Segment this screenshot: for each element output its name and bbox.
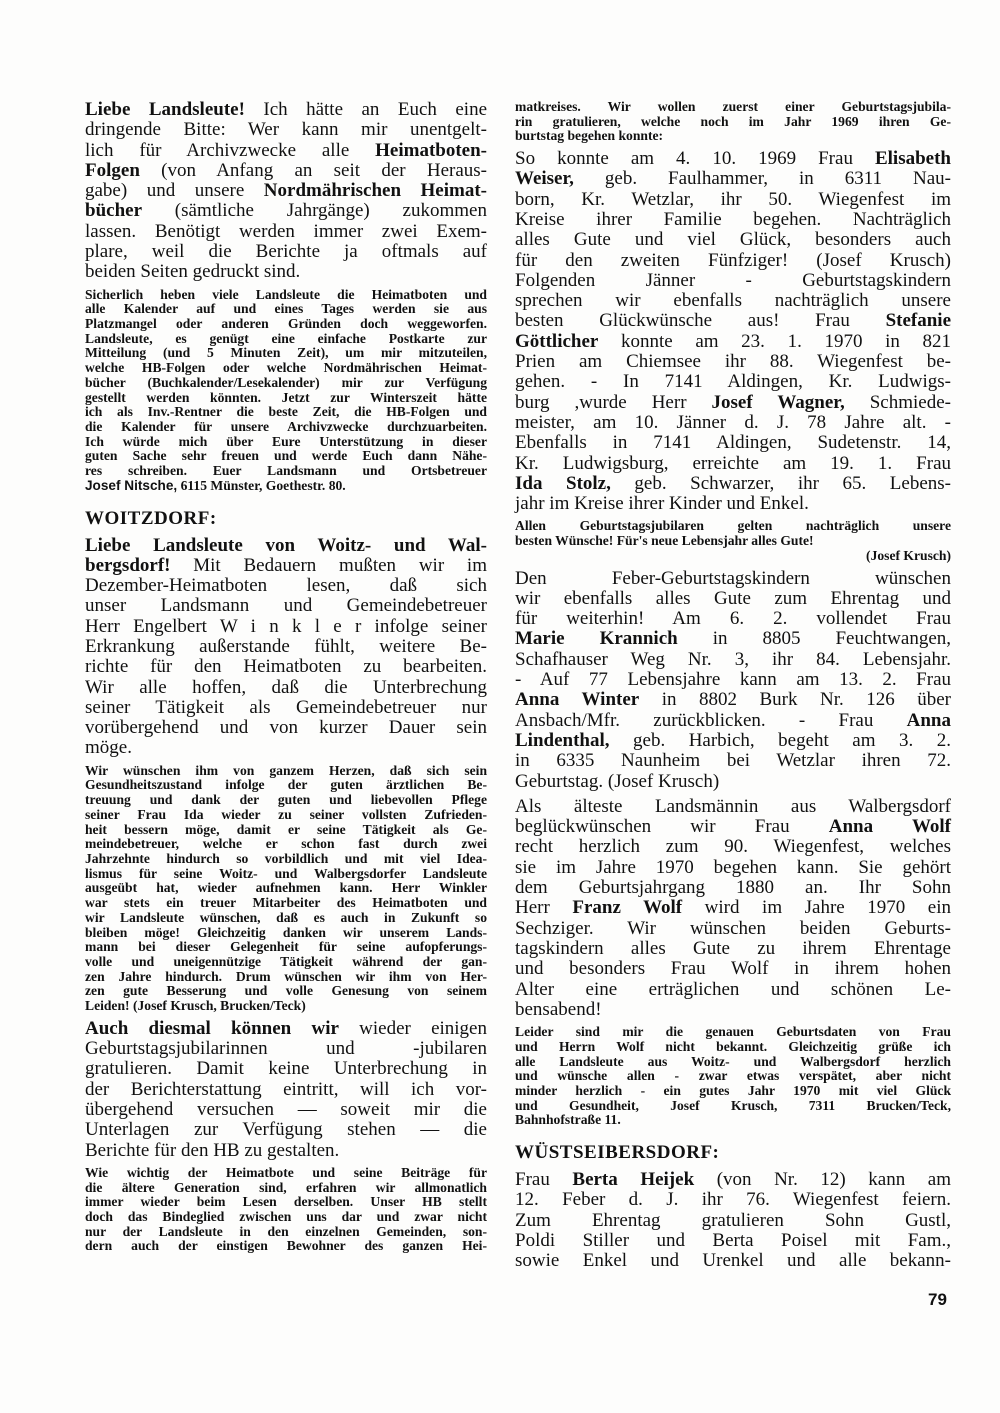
bold-text: bücher [85,200,142,222]
bold-text: Stefanie [885,310,951,332]
text-line: born, Kr. Wetzlar, ihr 50. Wiegenfest im [515,188,951,210]
text-line: Poldi Stiller und Berta Poisel mit Fam., [515,1229,951,1251]
text-line: burg ,wurde Herr Josef Wagner, Schmiede- [515,391,951,413]
text-line: rin gratulieren, welche noch im Jahr 1969 ihren Ge- [515,113,951,129]
paragraph [515,1170,951,1271]
text-line: Jahrzehnte hindurch so vorbildlich und mit viel Idea- [85,851,487,866]
text-line: Als älteste Landsmännin aus Walbergsdorf [515,795,951,817]
text-line: res schreiben. Euer Landsmann und Ortsbetreuer [85,463,487,479]
bold-text: Folgen [85,159,140,181]
text-line: bensabend! [515,998,602,1020]
text-line: ich als Inv.-Rentner die beste Zeit, die HB-Folgen und [85,404,487,420]
bold-text: Marie Krannich [515,628,678,650]
paragraph [515,149,951,514]
text-line: sie im Jahre 1970 begehen kann. Sie gehört [515,856,951,878]
text-line: Folgen (von Anfang an seit der Heraus- [85,159,487,181]
bold-text: Anna [906,709,951,731]
small-paragraph [515,1025,951,1128]
text-line: Platzmangel oder anderen Gründen doch weggeworfen. [85,316,487,332]
text-line: sprechen wir ebenfalls nachträglich unsere [515,290,951,312]
text-line: Prien am Chiemsee ihr 88. Wiegenfest be- [515,351,951,373]
signature-line: (Josef Krusch) [866,547,951,563]
text-line: treuung und dank der guten und liebevollen Pflege [85,792,487,808]
text-line: gestellt werden könnten. Jetzt zur Winterszeit hätte [85,389,487,405]
text-line: bücher (Buchkalender/Lesekalender) mir zur Verfügung [85,374,487,390]
text-line: volle und uneigennützige Tätigkeit während der gan- [85,953,487,969]
text-line: gratulieren. Damit keine Unterbrechung in [85,1058,487,1080]
text-line: Liebe Landsleute! Ich hätte an Euch eine [85,99,488,120]
text-line: Josef Nitsche, 6115 Münster, Goethestr. 80. [85,477,346,493]
text-line: wir Landsleute wünschen, daß es auch in Zukunft so [85,909,487,925]
text-line: Schafhauser Weg Nr. 3, ihr 84. Lebensjahr. [515,648,951,670]
text-line: Kreise ihrer Familie begehen. Nachträglich [515,209,951,230]
text-line: Landsleute, es genügt eine einfache Postkarte zur [85,330,487,346]
text-line: Leiden! (Josef Krusch, Brucken/Teck) [85,998,306,1014]
text-line: bleiben möge! Gleichzeitig danken wir unserem Lands- [85,924,487,940]
bold-text: bergsdorf! [85,554,171,576]
text-line: dern auch der einstigen Bewohner des ganzen Hei- [85,1238,487,1254]
text-line: Allen Geburtstagsjubilaren gelten nachträglich unsere [515,518,951,534]
text-line: Unterlagen zur Verfügung stehen — die [85,1119,487,1141]
small-paragraph [85,1166,487,1254]
small-paragraph [515,519,951,563]
text-line: besten Glückwünsche aus! Frau Stefanie [515,310,951,332]
text-line: möge. [85,737,132,759]
bold-text: Anna Winter [515,689,640,711]
text-line: Ebenfalls in 7141 Aldingen, Sudetenstr. 14, [515,432,951,454]
text-line: Sechziger. Wir wünschen beiden Geburts- [515,917,951,939]
text-line: So konnte am 4. 10. 1969 Frau Elisabeth [515,148,951,170]
text-line: Mitteilung (und 5 Minuten Zeit), um mir mitzuteilen, [85,345,487,361]
text-line: Den Feber-Geburtstagskindern wünschen [515,567,951,589]
text-line: besten Wünsche! Für's neue Lebensjahr alles Gute! [515,533,814,549]
section-heading: WOITZDORF: [85,507,217,529]
bold-text: Heimatboten- [375,139,487,161]
text-line: ausgeübt hat, wieder aufnehmen kann. Herr Winkler [85,880,487,896]
text-line: Auch diesmal können wir wieder einigen [85,1017,487,1039]
section-heading: WÜSTSEIBERSDORF: [515,1142,720,1164]
bold-text: Berta Heijek [572,1169,695,1191]
text-line: und Gesundheit, Josef Krusch, 7311 Brucken/Teck, [515,1097,951,1113]
bold-text: Anna Wolf [828,816,951,838]
bold-text: Josef Nitsche, [85,477,178,493]
text-line: Ich würde mich über Eure Unterstützung in dieser [85,433,487,449]
text-line: Frau Berta Heijek (von Nr. 12) kann am [515,1169,951,1191]
right-column [515,100,951,1272]
text-line: Alter eine erträglichen und schönen Le- [515,978,951,1000]
page-number: 79 [928,1290,947,1309]
text-line: Anna Winter in 8802 Burk Nr. 126 über [515,689,951,711]
text-line: und wünsche allen - zwar etwas verspätet, aber nicht [515,1068,951,1084]
text-line: Weiser, geb. Faulhammer, in 6311 Nau- [515,168,951,190]
text-line: matkreises. Wir wollen zuerst einer Geburtstagsjubila- [515,99,951,114]
text-line: mann bei dieser Gelegenheit für seine aufopferungs- [85,939,487,955]
text-line: nur der Landsleute in den einzelnen Gemeinden, son- [85,1223,487,1239]
text-line: Wie wichtig der Heimatbote und seine Beiträge für [85,1164,487,1180]
bold-text: Lindenthal, [515,729,610,751]
text-line: Sicherlich heben viele Landsleute die Heimatboten und [85,286,487,302]
text-line: tagskindern alles Gute zu ihrem Ehrentage [515,937,951,959]
text-line: Bahnhofstraße 11. [515,1112,621,1128]
bold-text: Liebe Landsleute! [85,99,245,120]
text-line: Marie Krannich in 8805 Feuchtwangen, [515,628,952,650]
text-line: beglückwünschen wir Frau Anna Wolf [515,816,951,838]
text-line: gabe) und unsere Nordmährischen Heimat- [85,180,487,202]
text-line: lich für Archivzwecke alle Heimatboten- [85,139,487,161]
text-line: übergehend versuchen — soweit mir die [85,1098,487,1120]
text-line: Dezember-Heimatboten lesen, daß sich [85,575,487,597]
text-line: war stets ein treuer Mitarbeiter des Heimatboten und [85,895,487,911]
text-line: - Auf 77 Lebensjahre kann am 13. 2. Frau [515,669,951,691]
paragraph [515,569,951,792]
text-line: jahr im Kreise ihrer Kinder und Enkel. [515,493,809,515]
text-line: die ältere Generation sind, erfahren wir allmonatlich [85,1179,487,1195]
text-line: lismus für seine Woitz- und Walbergsdorfer Landsleute [85,865,487,881]
text-line: und besonders Frau Wolf in ihrem hohen [515,958,951,980]
text-line: in 6335 Naunheim bei Wetzlar ihren 72. [515,750,951,772]
left-column [85,100,487,1254]
text-line: Ida Stolz, geb. Schwarzer, ihr 65. Lebens- [515,472,951,494]
bold-text: Nordmährischen Heimat- [263,180,487,202]
text-line: immer wieder beim Lesen derselben. Unser HB stellt [85,1194,487,1210]
text-line: Herr Engelbert W i n k l e r infolge seiner [85,615,487,637]
text-line: vorübergehend und von kurzer Dauer sein [85,717,487,739]
paragraph [85,1019,487,1161]
small-paragraph [85,288,487,494]
paragraph [515,797,951,1020]
text-line: welche HB-Folgen oder welche Nordmährischen Heimat- [85,360,487,376]
paragraph [85,100,487,283]
text-line: gehen. - In 7141 Aldingen, Kr. Ludwigs- [515,371,951,393]
small-paragraph [515,100,951,144]
text-line: Ansbach/Mfr. zurückblicken. - Frau Anna [515,709,951,731]
text-line: Erkrankung außerstande fühlt, weitere Be- [85,636,487,657]
bold-text: Göttlicher [515,330,599,352]
text-line: seiner Tätigkeit als Gemeindebetreuer nur [85,696,487,718]
text-line: plare, weil die Berichte ja oftmals auf [85,241,487,263]
text-line: recht herzlich zum 90. Wiegenfest, welches [515,836,951,858]
bold-text: Elisabeth [874,148,951,170]
bold-text: Weiser, [515,168,574,190]
bold-text: Franz Wolf [572,897,683,919]
text-line: 12. Feber d. J. ihr 76. Wiegenfest feiern. [515,1189,951,1211]
bold-text: Liebe Landsleute von Woitz- und Wal- [85,534,487,556]
text-line: bücher (sämtliche Jahrgänge) zukommen [85,200,487,222]
text-line: meister, am 10. Jänner d. J. 78 Jahre alt. - [515,411,951,433]
text-line: die Kalender für unsere Archivzwecke durchzuarbeiten. [85,419,487,434]
text-line: Lindenthal, geb. Harbich, begeht am 3. 2. [515,729,951,751]
text-line: Folgenden Jänner - Geburtstagskindern [515,269,951,291]
bold-text: Ida Stolz, [515,472,611,494]
text-line: unser Landsmann und Gemeindebetreuer [85,595,487,617]
text-line: sowie Enkel und Urenkel und alle bekann- [515,1250,951,1272]
text-line: heit bessern möge, damit er seine Tätigkeit als Ge- [85,821,487,837]
text-line: Geburtstag. (Josef Krusch) [515,770,720,792]
text-line [85,536,487,556]
bold-text: Josef Wagner, [711,391,845,413]
text-line: seiner Frau Ida wieder zu seiner vollsten Zufrieden- [85,806,487,822]
text-line: Herr Franz Wolf wird im Jahre 1970 ein [515,897,951,919]
paragraph [85,536,487,759]
text-line: Geburtstagsjubilarinnen und -jubilaren [85,1038,487,1060]
text-line: richte für den Heimatboten zu bearbeiten. [85,656,487,678]
small-paragraph [85,764,487,1014]
text-line: Göttlicher konnte am 23. 1. 1970 in 821 [515,330,951,352]
text-line: doch das Bindeglied zwischen uns dar und zwar nicht [85,1208,487,1224]
text-line: zen Jahre hindurch. Drum wünschen wir ihm von Her- [85,968,487,984]
text-line: für weiterhin! Am 6. 2. vollendet Frau [515,608,951,630]
text-line: und Herrn Wolf nicht bekannt. Gleichzeitig grüße ich [515,1038,951,1054]
text-line: zen gute Besserung und volle Genesung von seinem [85,983,487,999]
text-line: meindebetreuer, welche er schon fast durch zwei [85,836,487,852]
text-line: alles Gute und viel Glück, besonders auch [515,229,951,251]
text-line: alle Landsleute aus Woitz- und Walbergsdorf herzlich [515,1053,951,1069]
text-line: Zum Ehrentag gratulieren Sohn Gustl, [515,1209,951,1231]
bold-text: Auch diesmal können wir [85,1017,339,1039]
text-line: lassen. Benötigt werden immer zwei Exem- [85,220,487,242]
text-line: Gesundheitszustand infolge der guten ärztlichen Be- [85,777,487,793]
text-line: minder herzlich - ein gutes Jahr 1970 mit viel Glück [515,1082,951,1098]
text-line: guten Sache sehr freuen und werde Euch dann Nähe- [85,448,487,464]
text-line: Berichte für den HB zu gestalten. [85,1139,340,1161]
text-line: dem Geburtsjahrgang 1880 an. Ihr Sohn [515,877,951,899]
text-line: Wir alle hoffen, daß die Unterbrechung [85,676,487,698]
text-line: burtstag begehen konnte: [515,128,664,144]
text-line: dringende Bitte: Wer kann mir unentgelt- [85,119,487,141]
text-line: Kr. Ludwigsburg, erreichte am 19. 1. Frau [515,452,951,474]
text-line: bergsdorf! Mit Bedauern mußten wir im [85,554,487,576]
text-line: für den zweiten Fünfziger! (Josef Krusch) [515,249,951,271]
text-line: der Berichterstattung eintritt, will ich vor- [85,1078,487,1100]
text-line: beiden Seiten gedruckt sind. [85,261,301,283]
text-line: Leider sind mir die genauen Geburtsdaten von Frau [515,1024,951,1040]
text-line: Wir wünschen ihm von ganzem Herzen, daß sich sein [85,762,487,778]
text-line: alle Kalender auf und eines Tages werden sie aus [85,301,487,317]
text-line: wir ebenfalls alles Gute zum Ehrentag und [515,587,951,609]
